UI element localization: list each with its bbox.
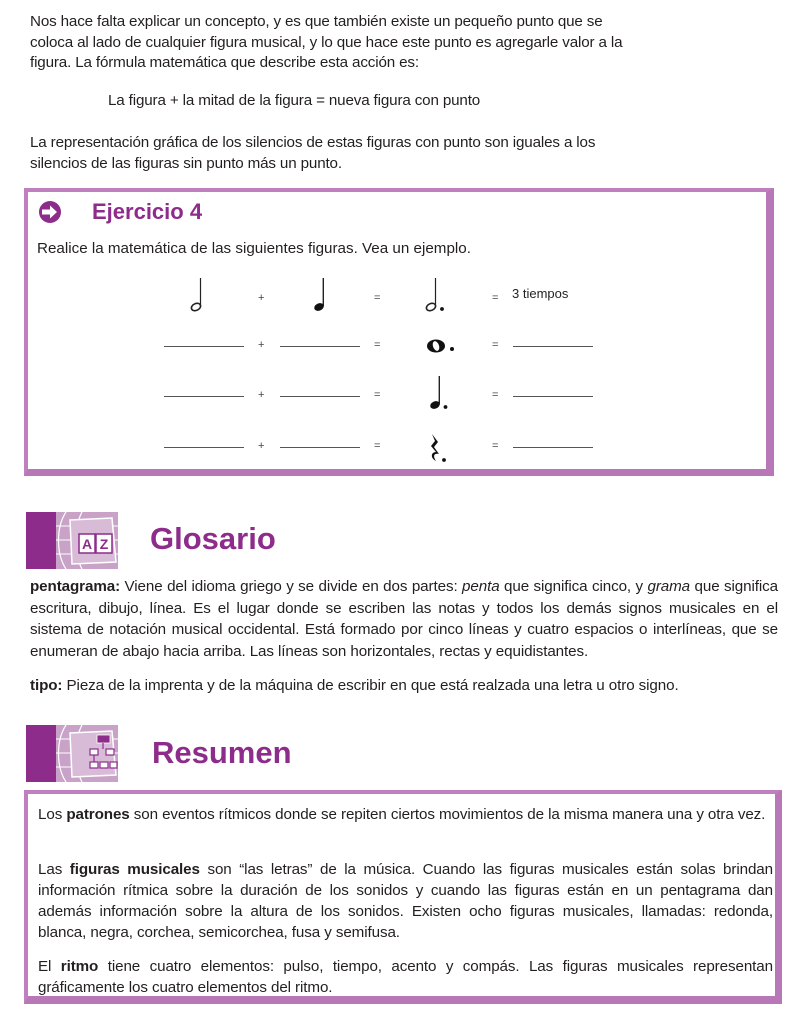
- quarter-note-icon: [311, 277, 327, 313]
- equals-sign: =: [492, 292, 499, 304]
- exercise-row: [0, 430, 795, 470]
- equals-sign: =: [492, 440, 499, 452]
- equals-sign: =: [374, 389, 381, 401]
- exercise-row: [0, 378, 795, 418]
- glossary-entry-pentagrama: [30, 576, 778, 662]
- glossary-emphasis: penta: [462, 578, 500, 595]
- exercise-title: Ejercicio 4: [92, 199, 203, 224]
- equals-sign: =: [492, 389, 499, 401]
- svg-text:A: A: [81, 536, 93, 552]
- answer-blank[interactable]: [513, 447, 593, 448]
- silencios-paragraph: La representación gráfica de los silencios de estas figuras con punto son iguales a los silencios de las figuras sin punto más un punto.: [30, 134, 596, 172]
- summary-paragraph: [38, 804, 773, 825]
- intro-paragraph: Nos hace falta explicar un concepto, y es que también existe un pequeño punto que se coloca al lado de cualquier figura musical, y lo que hace este punto es agregarle valor a la figura. La fórmula matemática que describe esta acción es:: [30, 13, 623, 71]
- glossary-text: Pieza de la imprenta y de la máquina de escribir en que está realzada una letra u otro signo.: [62, 677, 679, 694]
- glossary-text: que significa cinco, y: [499, 578, 648, 595]
- equals-sign: =: [374, 292, 381, 304]
- summary-paragraph: [38, 956, 773, 998]
- dotted-half-note-icon: [423, 277, 447, 313]
- exercise-instruction: Realice la matemática de las siguientes figuras. Vea un ejemplo.: [37, 240, 471, 257]
- summary-text: tiene cuatro elementos: pulso, tiempo, acento y compás. Las figuras musicales representan gráficamente los cuatro elementos del ritmo.: [38, 958, 773, 996]
- glossary-text: Viene del idioma griego y se divide en dos partes:: [120, 578, 463, 595]
- answer-blank[interactable]: [513, 396, 593, 397]
- summary-text: El: [38, 958, 61, 975]
- glossary-entry-tipo: [30, 675, 778, 697]
- plus-sign: +: [258, 339, 265, 351]
- svg-text:Z: Z: [99, 536, 109, 552]
- equals-sign: =: [492, 339, 499, 351]
- dotted-quarter-rest-icon: [427, 433, 451, 467]
- answer-blank[interactable]: [280, 346, 360, 347]
- formula: La figura + la mitad de la figura = nueva figura con punto: [108, 92, 481, 109]
- summary-key-term: figuras musicales: [69, 861, 200, 878]
- glossary-title: Glosario: [150, 521, 276, 556]
- exercise-row: [0, 272, 795, 312]
- answer-text: 3 tiempos: [512, 286, 569, 301]
- summary-text: Las: [38, 861, 70, 878]
- half-note-icon: [188, 277, 204, 313]
- summary-key-term: patrones: [66, 806, 130, 823]
- plus-sign: +: [258, 440, 265, 452]
- answer-blank[interactable]: [513, 346, 593, 347]
- equals-sign: =: [374, 440, 381, 452]
- arrow-right-circle-icon: [38, 200, 62, 224]
- glossary-az-icon: [26, 512, 118, 569]
- answer-blank[interactable]: [280, 447, 360, 448]
- equals-sign: =: [374, 339, 381, 351]
- glossary-term: pentagrama:: [30, 578, 121, 595]
- exercise-row: [0, 328, 795, 368]
- dotted-quarter-note-icon: [427, 375, 451, 411]
- summary-key-term: ritmo: [60, 958, 99, 975]
- answer-blank[interactable]: [164, 396, 244, 397]
- summary-text: Los: [38, 806, 67, 823]
- exercise-header: [38, 200, 62, 224]
- glossary-term: tipo:: [30, 677, 63, 694]
- plus-sign: +: [258, 389, 265, 401]
- answer-blank[interactable]: [280, 396, 360, 397]
- dotted-whole-note-icon: [426, 337, 458, 355]
- answer-blank[interactable]: [164, 447, 244, 448]
- glossary-text: que significa escritura, dibujo, línea. Es el lugar donde se escriben las notas y todos los demás signos musicales en el sistema de notación musical occidental. Está formado por cinco líneas y cuatro espacios o interlíneas, que se enumeran de abajo hacia arriba. Las líneas son horizontales, rectas y equidistantes.: [30, 578, 778, 660]
- summary-text: son “las letras” de la música. Cuando las figuras musicales están solas brindan información rítmica sobre la duración de los sonidos y cuando las figuras están en un pentagrama dan además información sobre la altura de los sonidos. Existen ocho figuras musicales, llamadas: redonda, blanca, negra, corchea, semicorchea, fusa y semifusa.: [38, 861, 773, 941]
- summary-text: son eventos rítmicos donde se repiten ciertos movimientos de la misma manera una y otra vez.: [129, 806, 766, 823]
- summary-title: Resumen: [152, 735, 292, 770]
- plus-sign: +: [258, 292, 265, 304]
- glossary-emphasis: grama: [647, 578, 691, 595]
- summary-paragraph: [38, 859, 773, 943]
- answer-blank[interactable]: [164, 346, 244, 347]
- summary-diagram-icon: [26, 725, 118, 782]
